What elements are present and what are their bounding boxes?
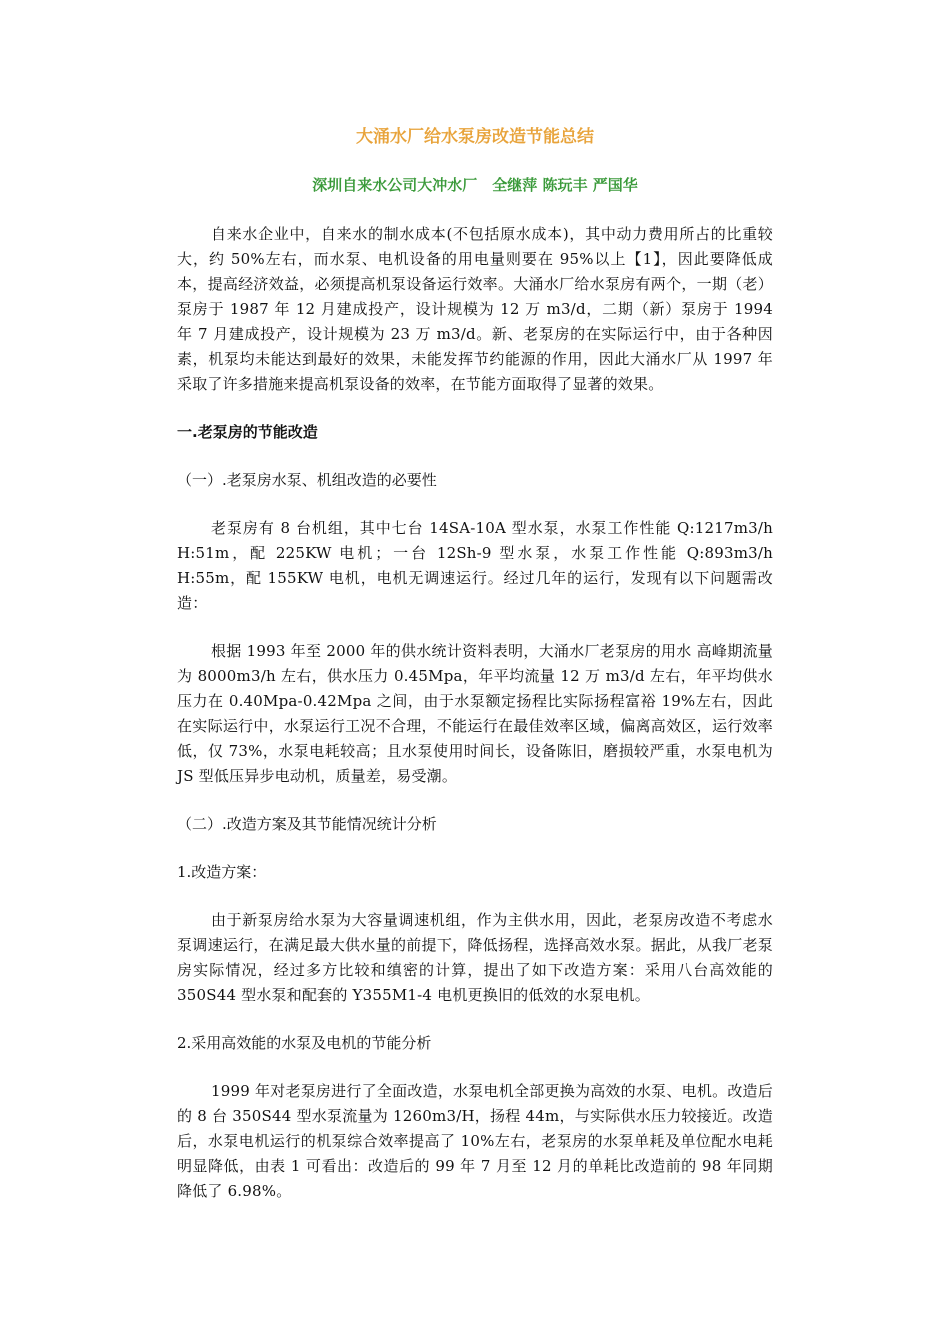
- item1-heading: 1.改造方案：: [177, 863, 267, 881]
- document-byline: 深圳自来水公司大冲水厂 全继萍 陈玩丰 严国华: [312, 176, 638, 194]
- subsection1-paragraph-1: 老泵房有 8 台机组，其中七台 14SA-10A 型水泵，水泵工作性能 Q:1217m3/h H:51m，配 225KW 电机；一台 12Sh-9 型水泵，水泵工作性能 Q:893m3/h H:55m，配 155KW 电机，电机无调速运行。经过几年的运行，发现有以下问题需改造：: [177, 519, 773, 612]
- item2-paragraph: 1999 年对老泵房进行了全面改造，水泵电机全部更换为高效的水泵、电机。改造后的 8 台 350S44 型水泵流量为 1260m3/H，扬程 44m，与实际供水压力较接近。改造后，水泵电机运行的机泵综合效率提高了 10%左右，老泵房的水泵单耗及单位配水电耗明显降低，由表 1 可看出：改造后的 99 年 7 月至 12 月的单耗比改造前的 98 年同期降低了 6.98%。: [177, 1082, 773, 1200]
- item1-paragraph: 由于新泵房给水泵为大容量调速机组，作为主供水用，因此，老泵房改造不考虑水泵调速运行，在满足最大供水量的前提下，降低扬程，选择高效水泵。据此，从我厂老泵房实际情况，经过多方比较和缜密的计算，提出了如下改造方案：采用八台高效能的 350S44 型水泵和配套的 Y355M1-4 电机更换旧的低效的水泵电机。: [177, 911, 773, 1004]
- subsection2-heading: （二）.改造方案及其节能情况统计分析: [177, 815, 437, 833]
- intro-paragraph: 自来水企业中，自来水的制水成本(不包括原水成本)，其中动力费用所占的比重较大，约 50%左右，而水泵、电机设备的用电量则要在 95%以上【1】，因此要降低成本，提高经济效益，必须提高机泵设备运行效率。大涌水厂给水泵房有两个，一期（老）泵房于 1987 年 12 月建成投产，设计规模为 12 万 m3/d，二期（新）泵房于 1994 年 7 月建成投产，设计规模为 23 万 m3/d。新、老泵房的在实际运行中，由于各种因素，机泵均未能达到最好的效果，未能发挥节约能源的作用，因此大涌水厂从 1997 年采取了许多措施来提高机泵设备的效率，在节能方面取得了显著的效果。: [177, 225, 773, 393]
- item2-heading: 2.采用高效能的水泵及电机的节能分析: [177, 1034, 432, 1052]
- section1-heading: 一.老泵房的节能改造: [177, 423, 318, 441]
- subsection1-heading: （一）.老泵房水泵、机组改造的必要性: [177, 471, 437, 489]
- document-title: 大涌水厂给水泵房改造节能总结: [356, 127, 594, 147]
- subsection1-paragraph-2: 根据 1993 年至 2000 年的供水统计资料表明，大涌水厂老泵房的用水 高峰期流量为 8000m3/h 左右，供水压力 0.45Mpa，年平均流量 12 万 m3/d 左右，年平均供水压力在 0.40Mpa-0.42Mpa 之间，由于水泵额定扬程比实际扬程富裕 19%左右，因此在实际运行中，水泵运行工况不合理，不能运行在最佳效率区域，偏离高效区，运行效率低，仅 73%，水泵电耗较高；且水泵使用时间长，设备陈旧，磨损较严重，水泵电机为 JS 型低压异步电动机，质量差，易受潮。: [177, 642, 773, 785]
- document-body: [177, 222, 773, 1227]
